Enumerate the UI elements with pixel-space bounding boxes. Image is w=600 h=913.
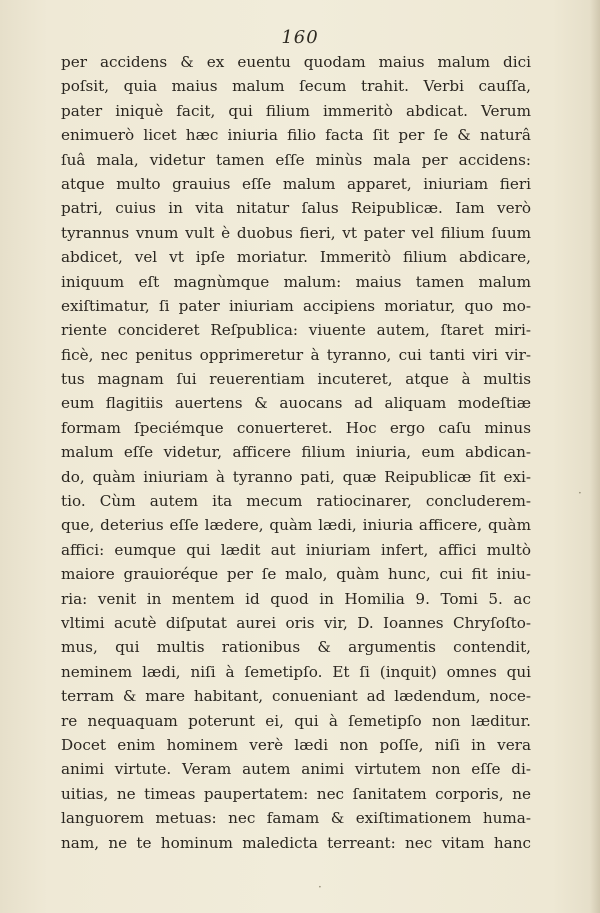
body-text [61, 50, 531, 855]
page-number: 160 [281, 27, 319, 48]
text-line: eum flagitiis auertens & auocans ad aliquam modeſtiæ [61, 394, 531, 413]
text-line: affici: eumque qui lædit aut iniuriam infert, affici multò [61, 540, 531, 559]
text-line: per accidens & ex euentu quodam maius malum dici [61, 53, 531, 71]
text-line: languorem metuas: nec famam & exiſtimationem huma- [61, 809, 531, 828]
text-line: nam, ne te hominum maledicta terreant: nec vitam hanc [61, 833, 531, 852]
paper-speck: · [318, 880, 322, 894]
text-line: tyrannus vnum vult è duobus fieri, vt pater vel filium ſuum [61, 223, 531, 242]
text-line: formam ſpeciémque conuerteret. Hoc ergo caſu minus [61, 418, 531, 437]
paper-speck: · [578, 486, 582, 500]
text-line: mus, qui multis rationibus & argumentis contendit, [61, 638, 531, 657]
page-edge-shadow [590, 0, 600, 913]
text-line: ficè, nec penitus opprimeretur à tyranno, cui tanti viri vir- [61, 345, 531, 364]
text-line: ria: venit in mentem id quod in Homilia 9. Tomi 5. ac [61, 589, 531, 608]
text-line: enimuerò licet hæc iniuria filio facta ſit per ſe & naturâ [61, 126, 531, 145]
text-line: malum eſſe videtur, afficere filium iniuria, eum abdican- [61, 443, 531, 462]
text-line: atque multo grauius eſſe malum apparet, iniuriam fieri [61, 174, 531, 193]
text-line: riente concideret Reſpublica: viuente autem, ſtaret miri- [61, 321, 531, 340]
text-line: iniquum eſt magnùmque malum: maius tamen malum [61, 272, 531, 291]
text-line: que, deterius eſſe lædere, quàm lædi, iniuria afficere, quàm [61, 516, 531, 535]
text-line: tus magnam ſui reuerentiam incuteret, atque à multis [61, 370, 531, 389]
text-line: abdicet, vel vt ipſe moriatur. Immeritò filium abdicare, [61, 248, 531, 267]
text-line: Docet enim hominem verè lædi non poſſe, niſi in vera [61, 735, 531, 754]
text-line: ſuâ mala, videtur tamen eſſe minùs mala per accidens: [61, 150, 531, 169]
text-line: exiſtimatur, ſi pater iniuriam accipiens moriatur, quo mo- [61, 296, 531, 315]
text-line: re nequaquam poterunt ei, qui à ſemetipſo non læditur. [61, 711, 531, 730]
text-line: animi virtute. Veram autem animi virtutem non eſſe di- [61, 760, 531, 779]
text-line: terram & mare habitant, conueniant ad lædendum, noce- [61, 687, 531, 706]
text-line: uitias, ne timeas paupertatem: nec ſanitatem corporis, ne [61, 784, 531, 803]
text-line: tio. Cùm autem ita mecum ratiocinarer, concluderem- [61, 492, 531, 511]
text-line: neminem lædi, niſi à ſemetipſo. Et ſi (inquit) omnes qui [61, 662, 531, 681]
text-line: pater iniquè facit, qui filium immeritò abdicat. Verum [61, 101, 531, 120]
text-line: vltimi acutè diſputat aurei oris vir, D. Ioannes Chryſoſto- [61, 613, 531, 632]
text-line: maiore grauioréque per ſe malo, quàm hunc, cui fit iniu- [61, 565, 531, 584]
text-line: poſsit, quia maius malum ſecum trahit. Verbi cauſſa, [61, 77, 531, 96]
text-line: do, quàm iniuriam à tyranno pati, quæ Reipublicæ ſit exi- [61, 467, 531, 486]
text-line: patri, cuius in vita nitatur ſalus Reipublicæ. Iam verò [61, 199, 531, 218]
